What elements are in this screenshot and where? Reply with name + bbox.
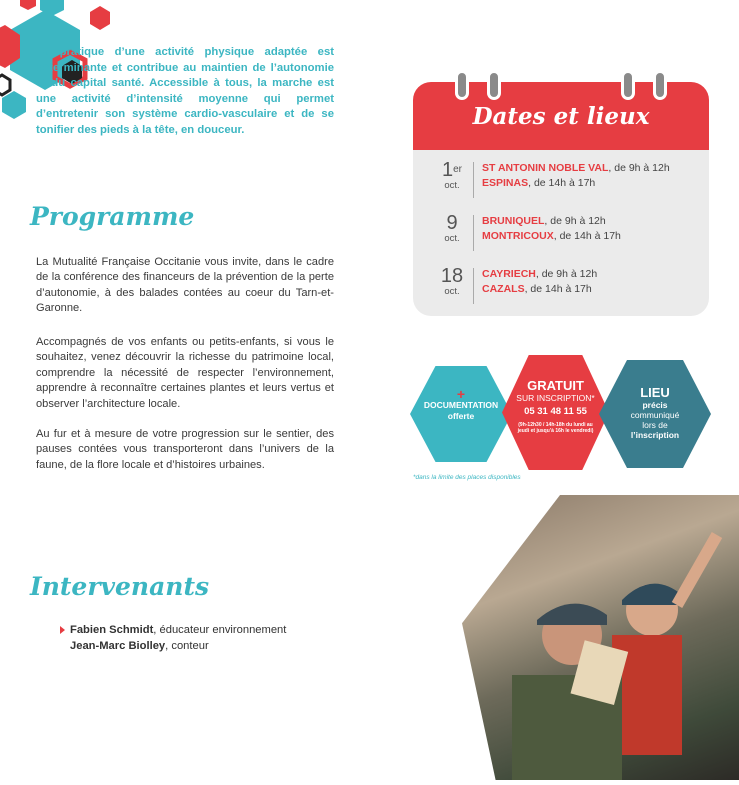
date-day: 18 (440, 265, 464, 287)
intervenant-name: Fabien Schmidt (70, 624, 154, 636)
date-time: , de 14h à 17h (524, 283, 592, 295)
date-row (435, 266, 597, 304)
date-place: MONTRICOUX (482, 230, 554, 242)
date-place: ESPINAS (482, 177, 529, 189)
date-place: CAYRIECH (482, 268, 536, 280)
intervenant-item (70, 638, 286, 654)
date-time: , de 14h à 17h (553, 230, 621, 242)
date-day-suffix: er (453, 164, 463, 175)
availability-note: *dans la limite des places disponibles (413, 474, 521, 481)
date-time: , de 9h à 12h (544, 215, 606, 227)
lieu-label: LIEU (640, 385, 670, 400)
date-place: CAZALS (482, 283, 525, 295)
calendar-ring-icon (487, 70, 501, 100)
documentation-sublabel: offerte (447, 411, 475, 421)
programme-paragraph-2: Accompagnés de vos enfants ou petits-enfants, si vous le souhaitez, venez découvrir la richesse du patrimoine local, comprendre la nécessité de respecter l’environnement, apprendre à reconnaître certaines plantes et leurs vertus et observer l’architecture locale. (36, 336, 334, 410)
intro-text: La pratique d’une activité physique adaptée est déterminante et contribue au maintien de l’autonomie et du capital santé. Accessible à tous, la marche est une activité d’intensité moyenne qui permet d’entretenir son système cardio-vasculaire et de se tonifier des pieds à la tête, en douceur. (36, 46, 334, 136)
calendar-ring-icon (621, 70, 635, 100)
inscription-label: SUR INSCRIPTION* (516, 393, 595, 403)
date-day: 9 (446, 212, 458, 234)
plus-icon: + (456, 386, 466, 402)
date-month: oct. (444, 286, 460, 297)
programme-paragraph-3: Au fur et à mesure de votre progression sur le sentier, des pauses contées vous transporteront dans l’univers de la faune, de la flore locale et d’histoires urbaines. (36, 428, 334, 471)
intervenant-name: Jean-Marc Biolley (70, 640, 166, 652)
calendar-ring-icon (653, 70, 667, 100)
intervenant-role: , conteur (165, 640, 209, 652)
gratuit-label: GRATUIT (527, 378, 584, 393)
date-row (435, 160, 670, 198)
date-month: oct. (444, 180, 460, 191)
documentation-label: DOCUMENTATION (423, 400, 499, 410)
intervenant-role: , éducateur environnement (153, 624, 287, 636)
intervenant-item (70, 622, 286, 638)
photo-hikers (462, 495, 739, 780)
lieu-line: lors de (642, 420, 668, 430)
date-place: ST ANTONIN NOBLE VAL (482, 162, 609, 174)
lieu-line: précis (642, 400, 668, 410)
date-day: 1 (441, 159, 454, 181)
date-time: , de 9h à 12h (608, 162, 670, 174)
programme-title: Programme (30, 202, 195, 231)
gratuit-badge-text (508, 378, 603, 434)
programme-paragraph-1: La Mutualité Française Occitanie vous invite, dans le cadre de la conférence des financeurs de la prévention de la perte d’autonomie, à des balades contées au coeur du Tarn-et-Garonne. (36, 256, 334, 315)
lieu-line: l’inscription (630, 430, 680, 440)
date-month: oct. (444, 233, 460, 244)
date-row (435, 213, 621, 251)
calendar-ring-icon (455, 70, 469, 100)
date-time: , de 9h à 12h (535, 268, 598, 280)
dates-calendar (413, 82, 709, 316)
lieu-line: communiqué (630, 410, 680, 420)
lieu-badge-text (599, 385, 711, 440)
bullet-arrow-icon (60, 626, 65, 634)
calendar-title: Dates et lieux (472, 102, 650, 130)
date-time: , de 14h à 17h (528, 177, 596, 189)
calendar-body (413, 150, 709, 316)
phone-number: 05 31 48 11 55 (524, 406, 587, 417)
intervenants-title: Intervenants (30, 572, 210, 601)
date-place: BRUNIQUEL (482, 215, 545, 227)
phone-hours: (9h-12h30 / 14h-18h du lundi au jeudi et jusqu’à 16h le vendredi) (517, 422, 594, 434)
intervenants-list (70, 622, 286, 654)
documentation-badge-text (410, 388, 512, 422)
